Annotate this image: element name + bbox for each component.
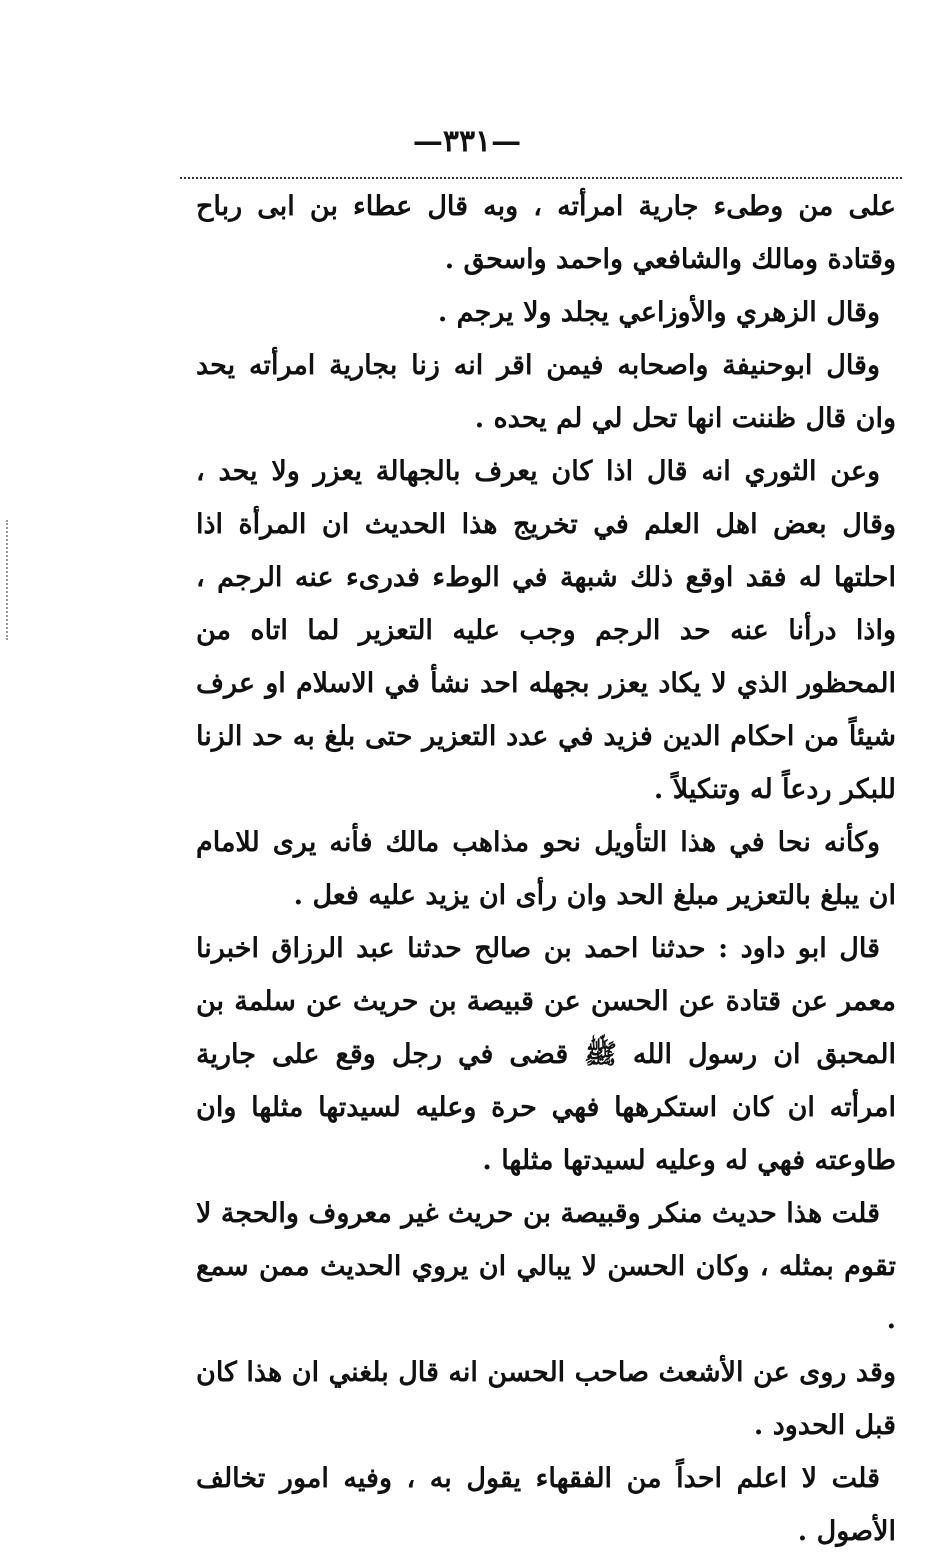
paragraph: قال ابو داود : حدثنا احمد بن صالح حدثنا عبد الرزاق اخبرنا معمر عن قتادة عن الحسن عن قبيصة بن حريث عن سلمة بن المحبق ان رسول الله ﷺ قضى في رجل وقع على جارية امرأته ان كان استكرهها فهي حرة وعليه لسيدتها مثلها وان طاوعته فهي له وعليه لسيدتها مثلها .	[196, 933, 896, 1176]
paragraph: وقال الزهري والأوزاعي يجلد ولا يرجم .	[437, 297, 880, 328]
page-number: —٣٣١—	[412, 124, 522, 159]
header-rule	[180, 177, 902, 179]
paragraph: على من وطىء جارية امرأته ، وبه قال عطاء بن ابى رباح وقتادة ومالك والشافعي واحمد واسحق .	[196, 191, 896, 275]
scan-edge-mark	[6, 520, 10, 640]
paragraph: وعن الثوري انه قال اذا كان يعرف بالجهالة يعزر ولا يحد ، وقال بعض اهل العلم في تخريج هذا الحديث ان المرأة اذا احلتها له فقد اوقع ذلك شبهة في الوطء فدرىء عنه الرجم ، واذا درأنا عنه حد الرجم وجب عليه التعزير لما اتاه من المحظور الذي لا يكاد يعزر بجهله احد نشأ في الاسلام او عرف شيئاً من احكام الدين فزيد في عدد التعزير حتى بلغ به حد الزنا للبكر ردعاً له وتنكيلاً .	[196, 456, 896, 805]
body-text	[196, 180, 896, 1558]
paragraph: وقال ابوحنيفة واصحابه فيمن اقر انه زنا بجارية امرأته يحد وان قال ظننت انها تحل لي لم يحده .	[196, 350, 896, 434]
paragraph: قلت لا اعلم احداً من الفقهاء يقول به ، وفيه امور تخالف الأصول .	[196, 1463, 896, 1547]
paragraph: وقد روى عن الأشعث صاحب الحسن انه قال بلغني ان هذا كان قبل الحدود .	[196, 1357, 896, 1441]
paragraph: وكأنه نحا في هذا التأويل نحو مذاهب مالك فأنه يرى للامام ان يبلغ بالتعزير مبلغ الحد وان رأى ان يزيد عليه فعل .	[196, 827, 896, 911]
paragraph: قلت هذا حديث منكر وقبيصة بن حريث غير معروف والحجة لا تقوم بمثله ، وكان الحسن لا يبالي ان يروي الحديث ممن سمع .	[196, 1198, 896, 1335]
